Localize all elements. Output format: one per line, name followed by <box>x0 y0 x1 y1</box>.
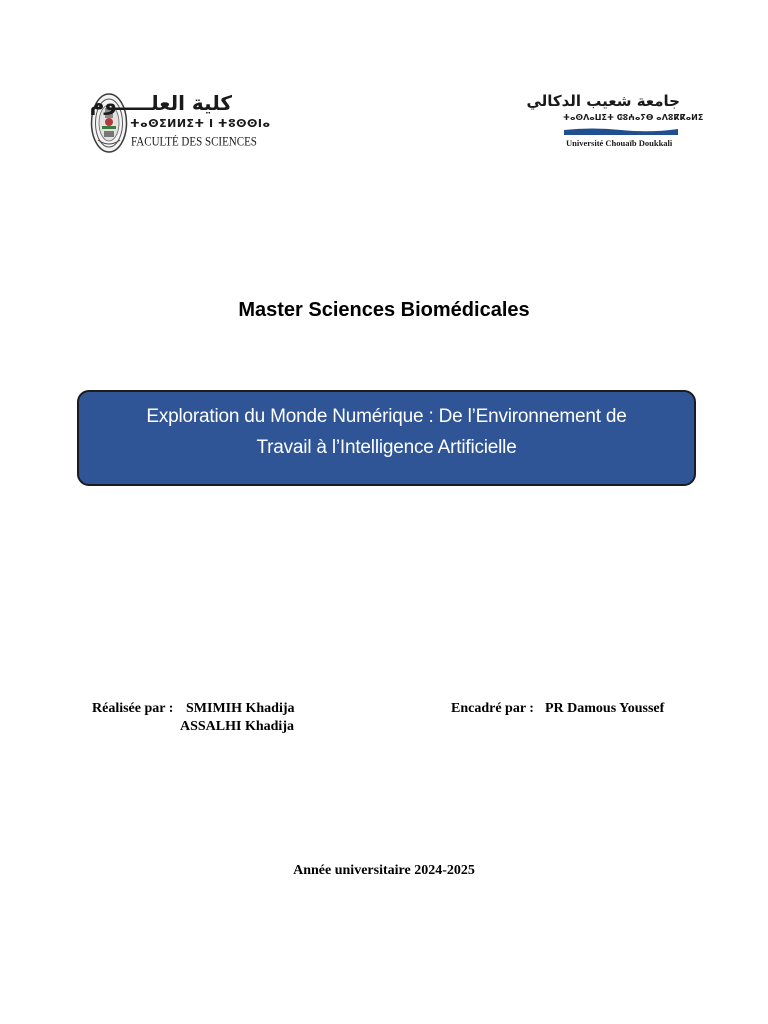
university-arabic-name: جامعة شعيب الدكالي <box>526 92 680 110</box>
faculty-logo <box>89 90 271 158</box>
faculty-latin-name: FACULTÉ DES SCIENCES <box>131 135 257 149</box>
author-name: SMIMIH Khadija <box>186 701 295 716</box>
university-wave-bar <box>564 127 678 135</box>
faculty-tifinagh-name: ⵜⴰⵙⵉⵍⵍⵉⵜ ⵏ ⵜⵓⵙⵙⵏⴰ <box>130 117 271 130</box>
university-logo <box>526 90 704 162</box>
title-line-1: Exploration du Monde Numérique : De l’Environnement de <box>146 406 627 427</box>
document-title <box>79 401 694 463</box>
author-name: ASSALHI Khadija <box>180 719 294 734</box>
university-tifinagh-name: ⵜⴰⵙⴷⴰⵡⵉⵜ ⵛⵓⵄⴰⵢⴱ ⴰⴷⵓⴽⴽⴰⵍⵉ <box>563 113 704 122</box>
supervisor-label: Encadré par : <box>451 701 534 716</box>
program-heading: Master Sciences Biomédicales <box>238 299 530 321</box>
supervisor-name: PR Damous Youssef <box>545 701 665 716</box>
title-line-2: Travail à l’Intelligence Artificielle <box>256 437 517 458</box>
academic-year: Année universitaire 2024-2025 <box>293 863 475 878</box>
authors-label: Réalisée par : <box>92 701 174 716</box>
title-box <box>77 390 696 486</box>
university-latin-name: Université Chouaïb Doukkali <box>566 138 673 148</box>
faculty-arabic-name: كلية العلـــــوم <box>89 91 232 115</box>
